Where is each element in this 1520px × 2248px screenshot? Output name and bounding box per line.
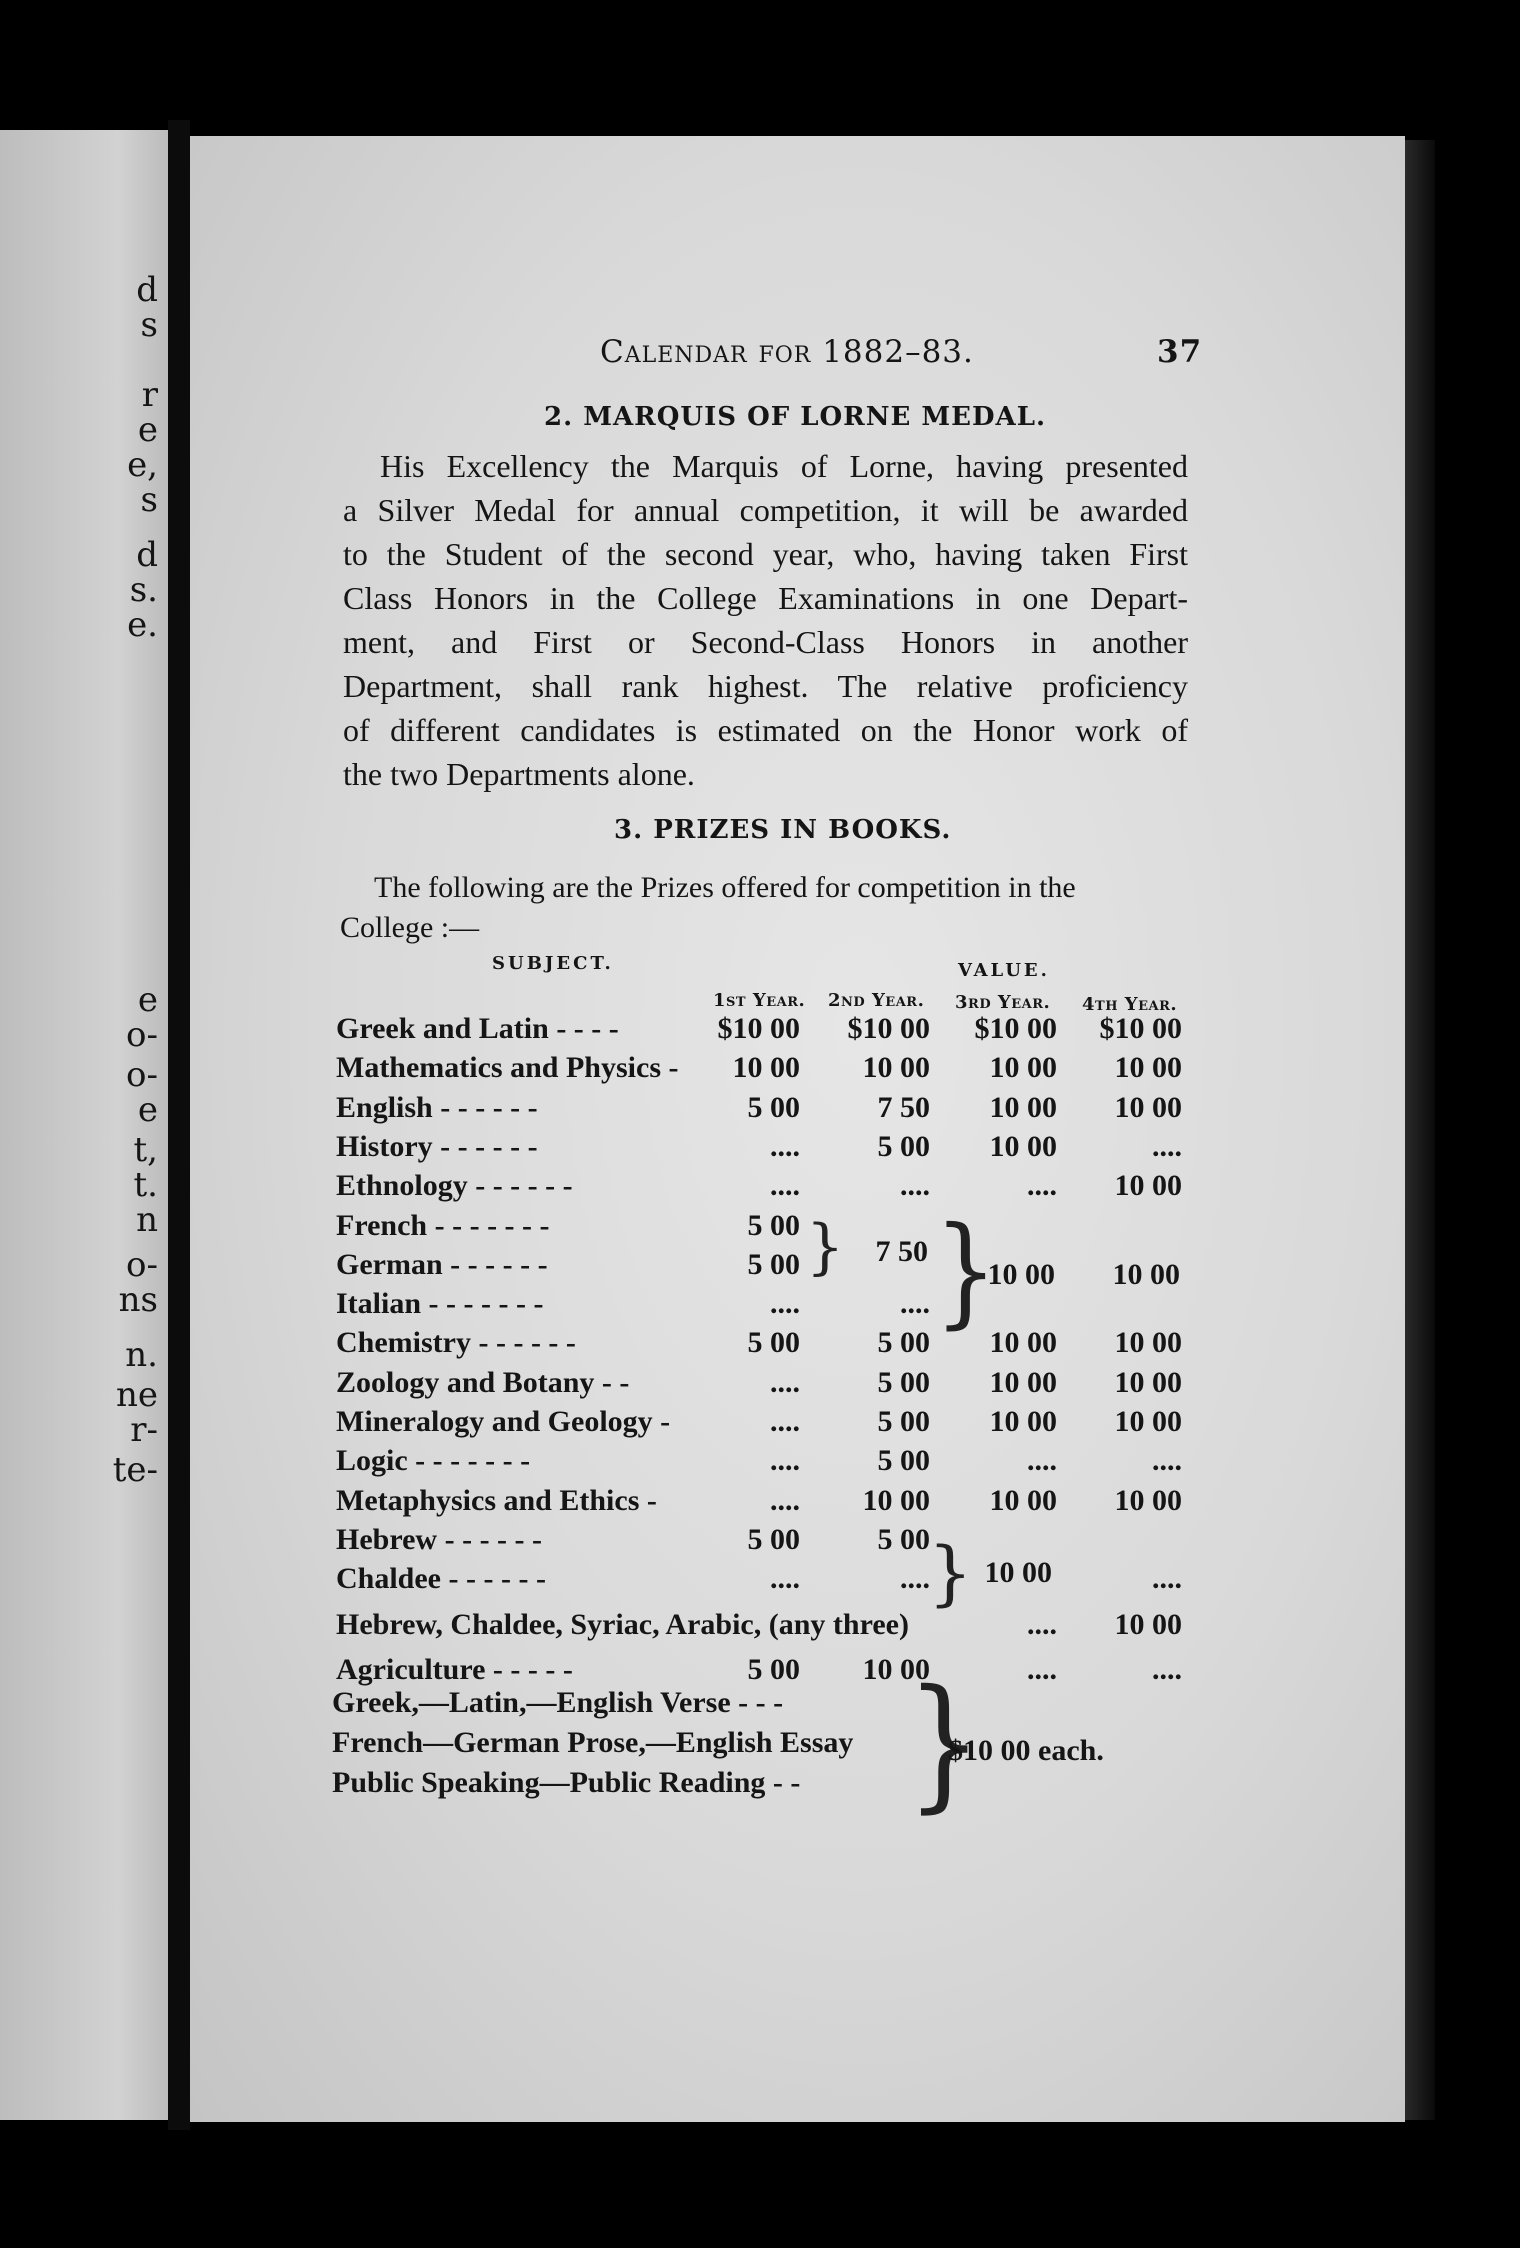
table-cell-value: 10 00 bbox=[989, 1405, 1057, 1438]
table-cell-value: 5 00 bbox=[747, 1208, 800, 1242]
table-cell-value: $10 00 bbox=[974, 1012, 1057, 1045]
subject-column-header: SUBJECT. bbox=[492, 953, 614, 974]
col-header-1st-year: 1st Year. bbox=[713, 990, 806, 1011]
table-cell-value: 5 00 bbox=[877, 1405, 930, 1438]
facing-page-fragment: ns bbox=[118, 1280, 158, 1320]
facing-page-fragment: o- bbox=[126, 1055, 158, 1095]
table-cell-value: .... bbox=[1152, 1652, 1182, 1686]
table-cell-value: 10 00 bbox=[732, 1051, 800, 1085]
facing-page-fragment: s bbox=[140, 305, 158, 345]
value-modern-lang-4th: 10 00 bbox=[1112, 1258, 1180, 1291]
facing-page-fragment: e bbox=[137, 980, 158, 1020]
table-row-subject: French - - - - - - - bbox=[336, 1208, 550, 1242]
table-cell-value: 10 00 bbox=[989, 1365, 1057, 1399]
table-cell-value: 10 00 bbox=[1114, 1483, 1182, 1517]
prizes-intro-line-1: The following are the Prizes offered for competition in the bbox=[374, 871, 1076, 904]
brace-hebrew-chaldee: } bbox=[928, 1532, 973, 1614]
table-cell-value: 5 00 bbox=[877, 1365, 930, 1399]
table-cell-value: 5 00 bbox=[747, 1652, 800, 1686]
value-french-german-2nd: 7 50 bbox=[875, 1235, 928, 1268]
table-cell-value: $10 00 bbox=[1099, 1012, 1182, 1045]
table-cell-value: 10 00 bbox=[989, 1483, 1057, 1517]
table-cell-value: 10 00 bbox=[1114, 1405, 1182, 1438]
table-cell-value: .... bbox=[900, 1169, 930, 1203]
table-cell-value: 5 00 bbox=[877, 1522, 930, 1556]
paragraph-line: to the Student of the second year, who, having taken First bbox=[343, 536, 1188, 572]
facing-page-fragment: e bbox=[137, 410, 158, 450]
table-row-subject: Mathematics and Physics - bbox=[336, 1051, 679, 1085]
table-cell-value: .... bbox=[770, 1287, 800, 1321]
table-row-subject: Chemistry - - - - - - bbox=[336, 1326, 576, 1360]
facing-page-fragment: n. bbox=[125, 1335, 158, 1375]
brace-modern-languages: } bbox=[934, 1200, 998, 1341]
special-prize-value: $10 00 each. bbox=[948, 1734, 1104, 1767]
table-row-subject: History - - - - - - bbox=[336, 1129, 538, 1163]
table-row-subject: Zoology and Botany - - bbox=[336, 1365, 630, 1399]
facing-page-fragment: e. bbox=[127, 605, 158, 645]
facing-page-fragment: te- bbox=[112, 1450, 158, 1490]
table-row-subject: Greek and Latin - - - - bbox=[336, 1012, 619, 1045]
special-prize-line-2: French—German Prose,—English Essay bbox=[332, 1726, 854, 1759]
facing-page-fragment: d bbox=[136, 270, 158, 310]
table-cell-value: $10 00 bbox=[717, 1012, 800, 1045]
facing-page-fragment: r bbox=[141, 375, 158, 415]
paragraph-line: ment, and First or Second-Class Honors in another bbox=[343, 624, 1188, 660]
facing-page-fragment: e, bbox=[127, 445, 158, 485]
table-cell-value: .... bbox=[770, 1562, 800, 1596]
table-cell-value: .... bbox=[900, 1287, 930, 1321]
table-cell-value: 10 00 bbox=[989, 1129, 1057, 1163]
paragraph-line: a Silver Medal for annual competition, it will be awarded bbox=[343, 492, 1188, 528]
table-cell-value: .... bbox=[770, 1169, 800, 1203]
section-heading-prizes: 3. PRIZES IN BOOKS. bbox=[614, 815, 952, 845]
table-cell-value: 5 00 bbox=[877, 1326, 930, 1360]
paragraph-line: the two Departments alone. bbox=[343, 756, 695, 792]
value-hebrew-chaldee-3rd: 10 00 bbox=[984, 1556, 1052, 1589]
table-cell-value: 7 50 bbox=[877, 1090, 930, 1124]
table-cell-value: 10 00 bbox=[1114, 1607, 1182, 1641]
table-row-subject: German - - - - - - bbox=[336, 1247, 548, 1281]
table-row-subject: Logic - - - - - - - bbox=[336, 1444, 531, 1478]
facing-page-fragment: d bbox=[136, 535, 158, 575]
facing-page-fragment: o- bbox=[126, 1015, 158, 1055]
running-title: Calendar for 1882–83. bbox=[600, 334, 974, 370]
special-prize-line-3: Public Speaking—Public Reading - - bbox=[332, 1766, 801, 1799]
brace-special-prizes: } bbox=[906, 1660, 983, 1827]
table-cell-value: .... bbox=[770, 1129, 800, 1163]
table-cell-value: .... bbox=[770, 1405, 800, 1438]
table-row-subject: Ethnology - - - - - - bbox=[336, 1169, 573, 1203]
table-row-subject: Hebrew - - - - - - bbox=[336, 1522, 543, 1556]
table-cell-value: 10 00 bbox=[1114, 1326, 1182, 1360]
facing-page-fragment: ne bbox=[115, 1375, 158, 1415]
page-number: 37 bbox=[1157, 334, 1203, 370]
table-row-subject: Mineralogy and Geology - bbox=[336, 1405, 671, 1438]
table-cell-value: 10 00 bbox=[862, 1652, 930, 1686]
table-cell-value: .... bbox=[770, 1483, 800, 1517]
table-cell-value: 5 00 bbox=[747, 1326, 800, 1360]
value-column-header: VALUE. bbox=[958, 960, 1050, 981]
facing-page-fragment: s bbox=[140, 480, 158, 520]
table-cell-value: .... bbox=[770, 1365, 800, 1399]
table-cell-value: .... bbox=[1152, 1129, 1182, 1163]
facing-page-fragment: t, bbox=[133, 1130, 158, 1170]
col-header-4th-year: 4th Year. bbox=[1082, 994, 1178, 1015]
paragraph-line: of different candidates is estimated on the Honor work of bbox=[343, 712, 1188, 748]
table-cell-value: .... bbox=[1152, 1562, 1182, 1596]
special-prize-line-1: Greek,—Latin,—English Verse - - - bbox=[332, 1686, 784, 1719]
paragraph-line: Department, shall rank highest. The relative proficiency bbox=[343, 668, 1188, 704]
table-cell-value: 10 00 bbox=[1114, 1365, 1182, 1399]
table-row-subject: Italian - - - - - - - bbox=[336, 1287, 544, 1321]
table-cell-value: 5 00 bbox=[877, 1444, 930, 1478]
table-cell-value: .... bbox=[1027, 1169, 1057, 1203]
table-cell-value: .... bbox=[1027, 1652, 1057, 1686]
table-cell-value: 5 00 bbox=[747, 1247, 800, 1281]
brace-french-german: } bbox=[806, 1212, 845, 1282]
table-cell-value: 10 00 bbox=[1114, 1169, 1182, 1203]
paragraph-line: Class Honors in the College Examinations in one Depart- bbox=[343, 580, 1188, 616]
table-cell-value: .... bbox=[1027, 1444, 1057, 1478]
facing-page-fragment: s. bbox=[129, 570, 158, 610]
table-cell-value: 10 00 bbox=[989, 1326, 1057, 1360]
table-cell-value: $10 00 bbox=[847, 1012, 930, 1045]
table-cell-value: 10 00 bbox=[862, 1483, 930, 1517]
table-cell-value: 10 00 bbox=[1114, 1090, 1182, 1124]
table-cell-value: 10 00 bbox=[989, 1051, 1057, 1085]
facing-page-fragment: o- bbox=[126, 1245, 158, 1285]
paragraph-line: His Excellency the Marquis of Lorne, having presented bbox=[380, 448, 1188, 484]
facing-page-fragment: n bbox=[136, 1200, 158, 1240]
table-row-subject: Metaphysics and Ethics - bbox=[336, 1483, 657, 1517]
table-row-subject: Chaldee - - - - - - bbox=[336, 1562, 546, 1596]
facing-page-fragment: t. bbox=[133, 1165, 158, 1205]
table-cell-value: 10 00 bbox=[1114, 1051, 1182, 1085]
col-header-2nd-year: 2nd Year. bbox=[828, 990, 925, 1011]
table-cell-value: 5 00 bbox=[877, 1129, 930, 1163]
table-cell-value: 5 00 bbox=[747, 1090, 800, 1124]
facing-page-fragment: r- bbox=[130, 1410, 158, 1450]
table-cell-value: .... bbox=[1152, 1444, 1182, 1478]
table-cell-value: .... bbox=[900, 1562, 930, 1596]
table-row-subject: Agriculture - - - - - bbox=[336, 1652, 573, 1686]
table-cell-value: .... bbox=[770, 1444, 800, 1478]
table-cell-value: .... bbox=[1027, 1607, 1057, 1641]
table-cell-value: 10 00 bbox=[862, 1051, 930, 1085]
prizes-intro-line-2: College :— bbox=[340, 911, 480, 944]
value-modern-lang-3rd: 10 00 bbox=[987, 1258, 1055, 1291]
facing-page-fragment: e bbox=[137, 1090, 158, 1130]
col-header-3rd-year: 3rd Year. bbox=[955, 992, 1051, 1013]
table-cell-value: 10 00 bbox=[989, 1090, 1057, 1124]
section-heading-marquis-medal: 2. MARQUIS OF LORNE MEDAL. bbox=[544, 402, 1047, 432]
table-cell-value: 5 00 bbox=[747, 1522, 800, 1556]
table-row-subject: Hebrew, Chaldee, Syriac, Arabic, (any three) bbox=[336, 1607, 909, 1641]
table-row-subject: English - - - - - - bbox=[336, 1090, 538, 1124]
